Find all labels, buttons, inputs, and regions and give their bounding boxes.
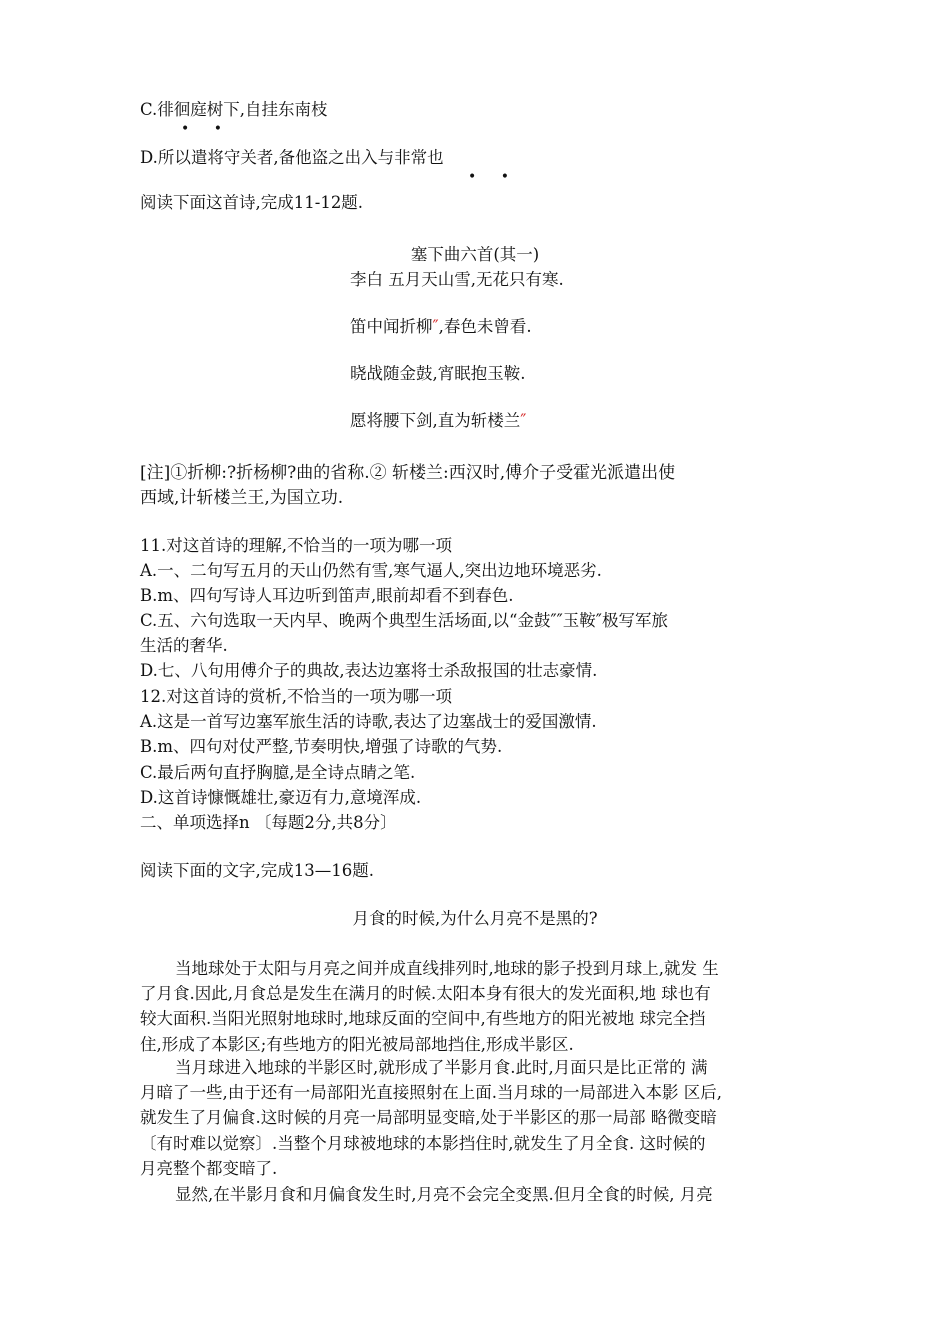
paragraph-1-line-4: 住,形成了本影区;有些地方的阳光被局部地挡住,形成半影区. bbox=[140, 1035, 574, 1054]
note-line-2: 西域,计斩楼兰王,为国立功. bbox=[140, 488, 344, 508]
q12-option-c: C.最后两句直抒胸臆,是全诗点睛之笔. bbox=[140, 763, 416, 782]
poem-intro: 阅读下面这首诗,完成11-12题. bbox=[140, 193, 364, 212]
q11-option-d: D.七、八句用傅介子的典故,表达边塞将士杀敌报国的壮志豪情. bbox=[140, 661, 598, 680]
article-intro: 阅读下面的文字,完成13—16题. bbox=[140, 861, 374, 880]
paragraph-2-line-5: 月亮整个都变暗了. bbox=[140, 1159, 278, 1178]
emphasis-dots-c: • • bbox=[181, 121, 232, 137]
section-2-heading: 二、单项选择n 〔每题2分,共8分〕 bbox=[140, 813, 397, 832]
option-c: C.徘徊庭树下,自挂东南枝 bbox=[140, 100, 328, 119]
q11-option-c-line-1: C.五、六句选取一天内早、晚两个典型生活场面,以“金鼓″″玉鞍″极写军旅 bbox=[140, 611, 668, 630]
q12-option-b: B.m、四句对仗严整,节奏明快,增强了诗歌的气势. bbox=[140, 737, 503, 756]
paragraph-2-line-4: 〔有时难以觉察〕.当整个月球被地球的本影挡住时,就发生了月全食. 这时候的 bbox=[140, 1134, 706, 1153]
emphasis-dots-d: • • bbox=[468, 169, 519, 185]
paragraph-1-line-1: 当地球处于太阳与月亮之间并成直线排列时,地球的影子投到月球上,就发 生 bbox=[175, 959, 719, 978]
poem-line-3: 晓战随金鼓,宵眠抱玉鞍. bbox=[350, 364, 526, 383]
footnote-mark-2: ″ bbox=[520, 411, 527, 430]
footnote-mark-1: ″ bbox=[432, 317, 439, 336]
paragraph-3-line-1: 显然,在半影月食和月偏食发生时,月亮不会完全变黑.但月全食的时候, 月亮 bbox=[175, 1185, 713, 1204]
poem-title: 塞下曲六首(其一) bbox=[410, 245, 540, 264]
paragraph-2-line-2: 月暗了一些,由于还有一局部阳光直接照射在上面.当月球的一局部进入本影 区后, bbox=[140, 1083, 722, 1102]
poem-line-4: 愿将腰下剑,直为斩楼兰″ bbox=[350, 411, 527, 430]
paragraph-2-line-1: 当月球进入地球的半影区时,就形成了半影月食.此时,月面只是比正常的 满 bbox=[175, 1058, 708, 1077]
q12-stem: 12.对这首诗的赏析,不恰当的一项为哪一项 bbox=[140, 687, 452, 706]
paragraph-1-line-2: 了月食.因此,月食总是发生在满月的时候.太阳本身有很大的发光面积,地 球也有 bbox=[140, 984, 711, 1003]
article-title: 月食的时候,为什么月亮不是黑的? bbox=[352, 909, 598, 928]
q12-option-d: D.这首诗慷慨雄壮,豪迈有力,意境浑成. bbox=[140, 788, 422, 807]
poem-line-2: 笛中闻折柳″,春色未曾看. bbox=[350, 317, 532, 336]
q12-option-a: A.这是一首写边塞军旅生活的诗歌,表达了边塞战士的爱国激情. bbox=[140, 712, 597, 731]
poem-line-1: 李白 五月天山雪,无花只有寒. bbox=[350, 270, 564, 289]
q11-option-a: A.一、二句写五月的天山仍然有雪,寒气逼人,突出边地环境恶劣. bbox=[140, 561, 602, 580]
paragraph-1-line-3: 较大面积.当阳光照射地球时,地球反面的空间中,有些地方的阳光被地 球完全挡 bbox=[140, 1009, 706, 1028]
option-d: D.所以遣将守关者,备他盗之出入与非常也 bbox=[140, 148, 444, 167]
q11-option-b: B.m、四句写诗人耳边听到笛声,眼前却看不到春色. bbox=[140, 586, 514, 605]
paragraph-2-line-3: 就发生了月偏食.这时候的月亮一局部明显变暗,处于半影区的那一局部 略微变暗 bbox=[140, 1108, 717, 1127]
q11-option-c-line-2: 生活的奢华. bbox=[140, 636, 228, 655]
q11-stem: 11.对这首诗的理解,不恰当的一项为哪一项 bbox=[140, 536, 452, 555]
note-line-1: [注]①折柳:?折杨柳?曲的省称.② 斩楼兰:西汉时,傅介子受霍光派遣出使 bbox=[140, 463, 676, 483]
